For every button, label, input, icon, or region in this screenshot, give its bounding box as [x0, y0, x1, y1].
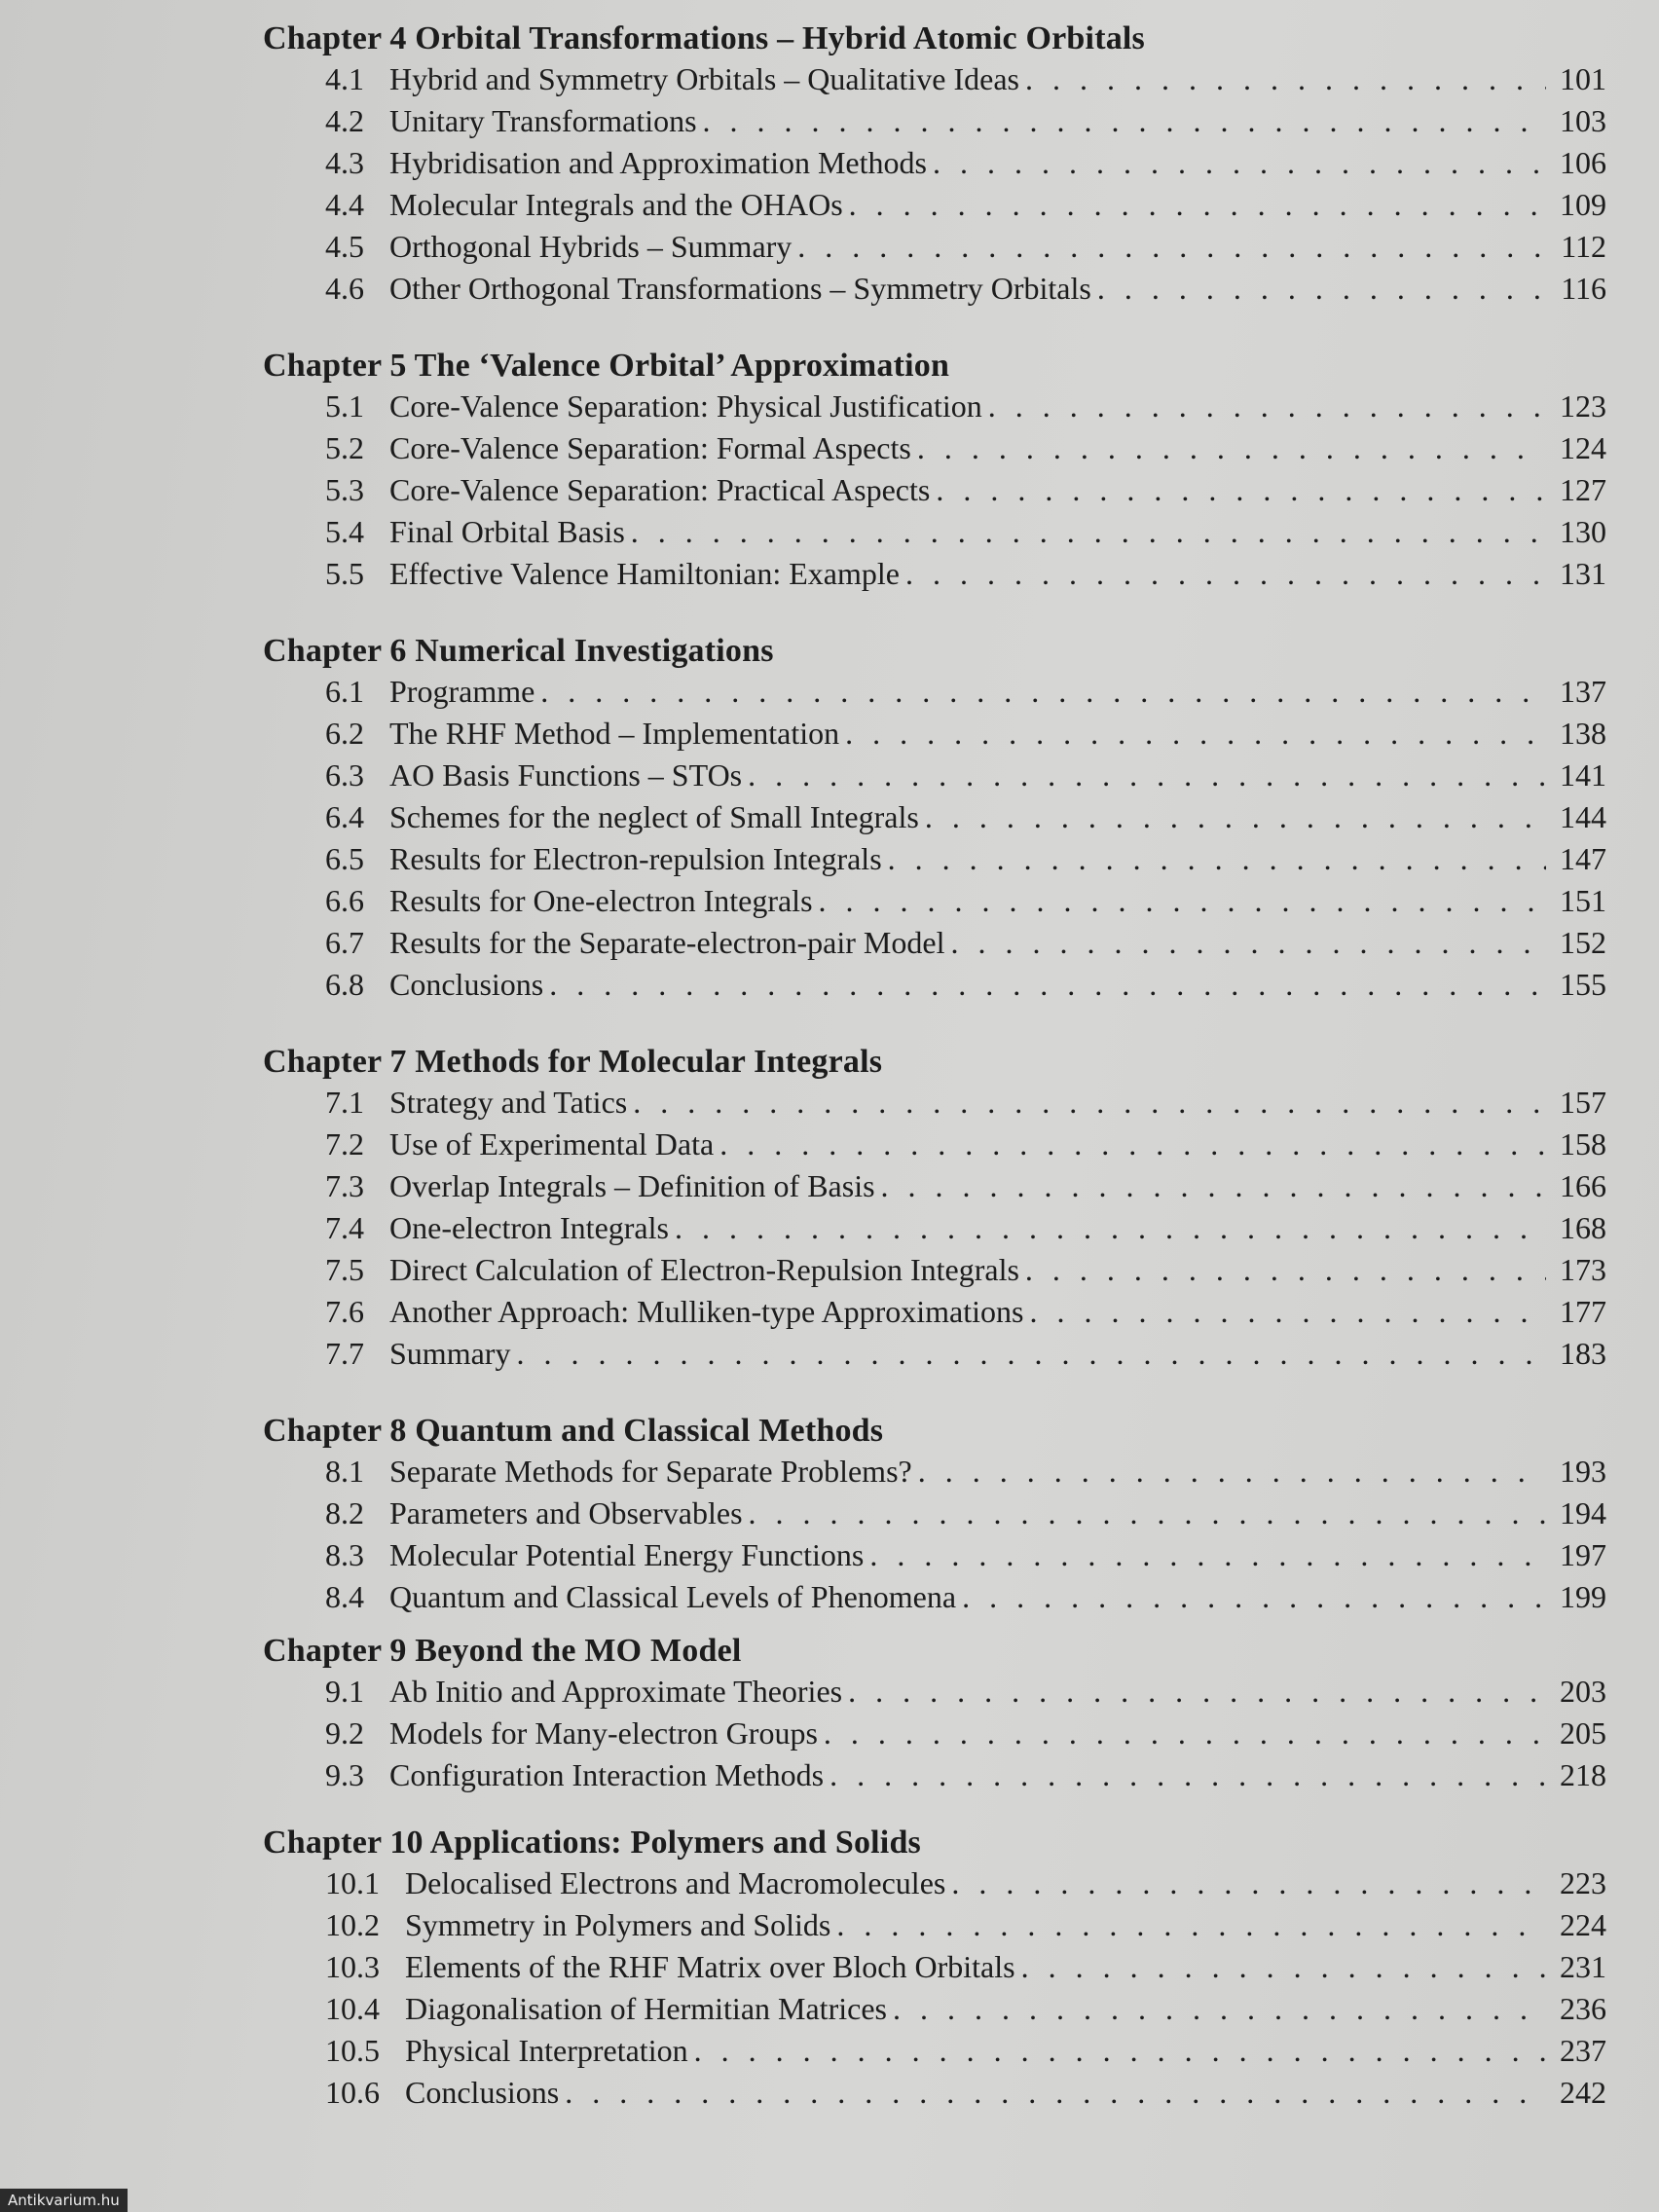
page-number: 109 [1560, 187, 1606, 222]
toc-entry [263, 671, 1606, 713]
page-number: 236 [1560, 1991, 1606, 2026]
section-number: 5.1 [325, 388, 364, 424]
chapter-4 [263, 19, 1606, 310]
section-title: Core-Valence Separation: Formal Aspects [389, 430, 911, 465]
toc-entry [263, 386, 1606, 427]
section-number: 5.3 [325, 472, 364, 507]
dot-leader [824, 1713, 1546, 1754]
section-number: 9.3 [325, 1757, 364, 1792]
dot-leader [869, 1534, 1546, 1576]
dot-leader [849, 184, 1546, 226]
section-number: 7.1 [325, 1085, 364, 1120]
section-number: 6.8 [325, 967, 364, 1002]
dot-leader [951, 1862, 1546, 1904]
dot-leader [540, 671, 1546, 713]
section-title: Core-Valence Separation: Physical Justification [389, 388, 982, 424]
section-title: Quantum and Classical Levels of Phenomena [389, 1579, 957, 1614]
toc-entry [263, 1249, 1606, 1291]
section-title: Physical Interpretation [405, 2033, 688, 2068]
section-number: 10.6 [325, 2075, 380, 2110]
section-title: Configuration Interaction Methods [389, 1757, 825, 1792]
section-title: Strategy and Tatics [389, 1085, 628, 1120]
section-number: 7.4 [325, 1210, 364, 1245]
section-title: Molecular Integrals and the OHAOs [389, 187, 843, 222]
page-number: 231 [1560, 1949, 1606, 1984]
toc-entry [263, 184, 1606, 226]
page-number: 131 [1560, 556, 1606, 591]
toc-entry [263, 1207, 1606, 1249]
page-number: 223 [1560, 1865, 1606, 1900]
toc-entry [263, 755, 1606, 796]
toc-entry [263, 1451, 1606, 1493]
page-number: 197 [1560, 1537, 1606, 1572]
page-number: 224 [1560, 1907, 1606, 1942]
page-number: 237 [1560, 2033, 1606, 2068]
chapter-title: Chapter 8 Quantum and Classical Methods [263, 1413, 884, 1449]
toc-entry [263, 1862, 1606, 1904]
section-number: 6.1 [325, 674, 364, 709]
section-number: 8.1 [325, 1454, 364, 1489]
section-title: Separate Methods for Separate Problems? [389, 1454, 912, 1489]
section-number: 4.6 [325, 271, 364, 306]
toc-entry [263, 100, 1606, 142]
section-number: 9.1 [325, 1674, 364, 1709]
page-number: 205 [1560, 1715, 1606, 1751]
section-title: Effective Valence Hamiltonian: Example [389, 556, 900, 591]
dot-leader [905, 553, 1546, 595]
section-number: 8.4 [325, 1579, 364, 1614]
page-number: 193 [1560, 1454, 1606, 1489]
chapter-title: Chapter 4 Orbital Transformations – Hybrid Atomic Orbitals [263, 20, 1145, 56]
section-number: 6.4 [325, 799, 364, 834]
section-number: 10.1 [325, 1865, 380, 1900]
dot-leader [881, 1165, 1546, 1207]
page-number: 137 [1560, 674, 1606, 709]
dot-leader [748, 755, 1546, 796]
chapter-title: Chapter 6 Numerical Investigations [263, 633, 774, 669]
page-number: 116 [1561, 271, 1606, 306]
section-number: 10.5 [325, 2033, 380, 2068]
toc-entry [263, 2072, 1606, 2114]
toc-entry [263, 1754, 1606, 1796]
dot-leader [549, 964, 1546, 1006]
dot-leader [797, 226, 1546, 268]
section-title: Elements of the RHF Matrix over Bloch Orbitals [405, 1949, 1015, 1984]
dot-leader [719, 1124, 1546, 1165]
page-number: 152 [1560, 925, 1606, 960]
section-title: Ab Initio and Approximate Theories [389, 1674, 843, 1709]
section-title: Results for One-electron Integrals [389, 883, 813, 918]
section-title: Schemes for the neglect of Small Integrals [389, 799, 919, 834]
dot-leader [918, 1451, 1546, 1493]
section-title: Conclusions [389, 967, 544, 1002]
section-title: Unitary Transformations [389, 103, 697, 138]
section-number: 7.5 [325, 1252, 364, 1287]
page-number: 158 [1560, 1126, 1606, 1161]
section-title: One-electron Integrals [389, 1210, 669, 1245]
dot-leader [675, 1207, 1546, 1249]
toc-entry [263, 1165, 1606, 1207]
section-title: Final Orbital Basis [389, 514, 625, 549]
dot-leader [749, 1493, 1546, 1534]
section-number: 6.6 [325, 883, 364, 918]
page-number: 199 [1560, 1579, 1606, 1614]
section-number: 5.2 [325, 430, 364, 465]
section-number: 6.5 [325, 841, 364, 876]
dot-leader [703, 100, 1546, 142]
toc-entry [263, 1493, 1606, 1534]
section-number: 7.2 [325, 1126, 364, 1161]
page-number: 141 [1560, 757, 1606, 793]
section-title: AO Basis Functions – STOs [389, 757, 743, 793]
toc-entry [263, 1946, 1606, 1988]
dot-leader [633, 1082, 1546, 1124]
section-title: Hybrid and Symmetry Orbitals – Qualitative Ideas [389, 61, 1019, 96]
section-title: Core-Valence Separation: Practical Aspects [389, 472, 931, 507]
section-number: 5.5 [325, 556, 364, 591]
section-number: 9.2 [325, 1715, 364, 1751]
dot-leader [631, 511, 1546, 553]
page-number: 155 [1560, 967, 1606, 1002]
dot-leader [516, 1333, 1546, 1375]
toc-entry [263, 880, 1606, 922]
section-number: 10.4 [325, 1991, 380, 2026]
section-title: Diagonalisation of Hermitian Matrices [405, 1991, 887, 2026]
page-number: 194 [1560, 1495, 1606, 1530]
page-number: 218 [1560, 1757, 1606, 1792]
chapter-10 [263, 1824, 1606, 2114]
section-number: 7.3 [325, 1168, 364, 1203]
dot-leader [962, 1576, 1546, 1618]
page-number: 183 [1560, 1336, 1606, 1371]
dot-leader [1025, 1249, 1546, 1291]
chapter-6 [263, 632, 1606, 1006]
toc-entry [263, 796, 1606, 838]
section-number: 8.2 [325, 1495, 364, 1530]
toc-entry [263, 713, 1606, 755]
section-title: Hybridisation and Approximation Methods [389, 145, 927, 180]
page-number: 123 [1560, 388, 1606, 424]
page-number: 138 [1560, 716, 1606, 751]
chapter-title: Chapter 7 Methods for Molecular Integrals [263, 1044, 883, 1080]
chapter-title: Chapter 10 Applications: Polymers and Solids [263, 1825, 921, 1861]
toc-entry [263, 58, 1606, 100]
section-number: 4.5 [325, 229, 364, 264]
toc-entry [263, 469, 1606, 511]
dot-leader [836, 1904, 1546, 1946]
chapter-5 [263, 347, 1606, 595]
toc-entry [263, 1904, 1606, 1946]
section-number: 8.3 [325, 1537, 364, 1572]
section-title: Results for Electron-repulsion Integrals [389, 841, 882, 876]
section-number: 5.4 [325, 514, 364, 549]
section-title: Parameters and Observables [389, 1495, 743, 1530]
dot-leader [845, 713, 1546, 755]
dot-leader [933, 142, 1546, 184]
page-number: 151 [1560, 883, 1606, 918]
toc-entry [263, 226, 1606, 268]
dot-leader [694, 2030, 1546, 2072]
toc-entry [263, 268, 1606, 310]
page-number: 147 [1560, 841, 1606, 876]
section-number: 6.2 [325, 716, 364, 751]
page-number: 177 [1560, 1294, 1606, 1329]
toc-entry [263, 1576, 1606, 1618]
dot-leader [950, 922, 1546, 964]
page-number: 124 [1560, 430, 1606, 465]
section-title: Conclusions [405, 2075, 560, 2110]
dot-leader [848, 1671, 1546, 1713]
dot-leader [988, 386, 1546, 427]
dot-leader [565, 2072, 1546, 2114]
section-number: 6.7 [325, 925, 364, 960]
dot-leader [830, 1754, 1546, 1796]
toc-entry [263, 553, 1606, 595]
toc-entry [263, 1291, 1606, 1333]
table-of-contents [263, 19, 1606, 2114]
section-title: Other Orthogonal Transformations – Symmetry Orbitals [389, 271, 1091, 306]
section-number: 6.3 [325, 757, 364, 793]
section-number: 4.1 [325, 61, 364, 96]
dot-leader [888, 838, 1546, 880]
page-number: 127 [1560, 472, 1606, 507]
dot-leader [917, 427, 1546, 469]
section-title: Results for the Separate-electron-pair Model [389, 925, 945, 960]
section-title: Programme [389, 674, 535, 709]
toc-entry [263, 511, 1606, 553]
dot-leader [1097, 268, 1546, 310]
dot-leader [819, 880, 1546, 922]
page-number: 157 [1560, 1085, 1606, 1120]
toc-entry [263, 1124, 1606, 1165]
watermark: Antikvarium.hu [0, 2189, 128, 2212]
page-number: 173 [1560, 1252, 1606, 1287]
dot-leader [1025, 58, 1546, 100]
page-number: 242 [1560, 2075, 1606, 2110]
chapter-8 [263, 1412, 1606, 1618]
chapter-title: Chapter 9 Beyond the MO Model [263, 1633, 742, 1669]
chapter-9 [263, 1632, 1606, 1796]
chapter-title: Chapter 5 The ‘Valence Orbital’ Approximation [263, 348, 950, 384]
toc-entry [263, 1988, 1606, 2030]
toc-entry [263, 922, 1606, 964]
section-title: Models for Many-electron Groups [389, 1715, 818, 1751]
page-number: 106 [1560, 145, 1606, 180]
section-title: Direct Calculation of Electron-Repulsion Integrals [389, 1252, 1019, 1287]
section-number: 4.4 [325, 187, 364, 222]
dot-leader [1029, 1291, 1546, 1333]
page-number: 112 [1561, 229, 1606, 264]
toc-entry [263, 1333, 1606, 1375]
section-title: Orthogonal Hybrids – Summary [389, 229, 793, 264]
section-title: The RHF Method – Implementation [389, 716, 840, 751]
section-number: 10.3 [325, 1949, 380, 1984]
page-number: 144 [1560, 799, 1606, 834]
toc-entry [263, 1713, 1606, 1754]
toc-entry [263, 1534, 1606, 1576]
section-title: Symmetry in Polymers and Solids [405, 1907, 831, 1942]
section-title: Delocalised Electrons and Macromolecules [405, 1865, 946, 1900]
chapter-7 [263, 1043, 1606, 1375]
section-title: Another Approach: Mulliken-type Approximations [389, 1294, 1024, 1329]
section-title: Overlap Integrals – Definition of Basis [389, 1168, 875, 1203]
section-title: Molecular Potential Energy Functions [389, 1537, 865, 1572]
toc-entry [263, 427, 1606, 469]
dot-leader [893, 1988, 1546, 2030]
toc-entry [263, 1671, 1606, 1713]
section-number: 7.6 [325, 1294, 364, 1329]
toc-entry [263, 2030, 1606, 2072]
toc-entry [263, 142, 1606, 184]
toc-entry [263, 964, 1606, 1006]
toc-entry [263, 838, 1606, 880]
section-number: 7.7 [325, 1336, 364, 1371]
section-number: 4.3 [325, 145, 364, 180]
section-title: Summary [389, 1336, 511, 1371]
section-number: 4.2 [325, 103, 364, 138]
dot-leader [1021, 1946, 1546, 1988]
page-number: 101 [1560, 61, 1606, 96]
section-number: 10.2 [325, 1907, 380, 1942]
toc-entry [263, 1082, 1606, 1124]
page-number: 168 [1560, 1210, 1606, 1245]
section-title: Use of Experimental Data [389, 1126, 715, 1161]
dot-leader [925, 796, 1546, 838]
page-number: 103 [1560, 103, 1606, 138]
page-number: 130 [1560, 514, 1606, 549]
page-number: 166 [1560, 1168, 1606, 1203]
page-number: 203 [1560, 1674, 1606, 1709]
dot-leader [936, 469, 1546, 511]
